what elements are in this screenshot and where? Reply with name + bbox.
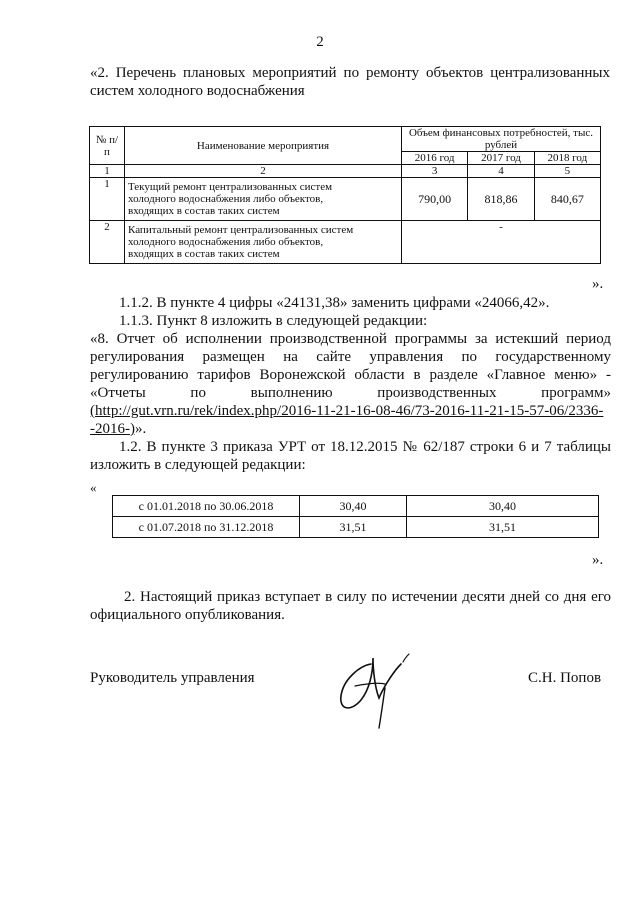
p8-link-line bbox=[90, 402, 611, 420]
row-name-line: Текущий ремонт централизованных систем bbox=[128, 181, 333, 193]
period-cell: с 01.01.2018 по 30.06.2018 bbox=[113, 496, 300, 517]
report-link-end[interactable]: -2016-) bbox=[90, 421, 135, 437]
index-cell: 2 bbox=[125, 165, 402, 178]
section-heading bbox=[90, 64, 610, 100]
table-row bbox=[90, 178, 601, 221]
row-name-line: холодного водоснабжения либо объектов, bbox=[128, 236, 324, 248]
table-row bbox=[113, 496, 599, 517]
year-2016: 2016 год bbox=[402, 152, 468, 165]
index-cell: 4 bbox=[468, 165, 534, 178]
handwritten-signature bbox=[325, 640, 435, 732]
p8-line: регулирования размещен на сайте управления по государственному bbox=[90, 349, 611, 365]
p8-line: «8. Отчет об исполнении производственной программы за истекший период bbox=[90, 331, 611, 347]
index-cell: 5 bbox=[534, 165, 600, 178]
signatory-name: С.Н. Попов bbox=[528, 670, 602, 686]
index-cell: 3 bbox=[402, 165, 468, 178]
row-name-line: входящих в состав таких систем bbox=[128, 248, 280, 260]
paragraph-1-1-3: 1.1.3. Пункт 8 изложить в следующей редакции: bbox=[119, 313, 428, 329]
table1-closing-quote: ». bbox=[592, 276, 604, 292]
p12-line: 1.2. В пункте 3 приказа УРТ от 18.12.2015 № 62/187 строки 6 и 7 таблицы bbox=[119, 439, 611, 455]
p12-line: изложить в следующей редакции: bbox=[90, 457, 306, 473]
clause-2-line: 2. Настоящий приказ вступает в силу по истечении десяти дней со дня его bbox=[124, 589, 611, 605]
paragraph-1-2 bbox=[90, 438, 611, 474]
year-2017: 2017 год bbox=[468, 152, 534, 165]
value-cell: 31,51 bbox=[407, 517, 599, 538]
value-cell: 30,40 bbox=[300, 496, 407, 517]
tariff-rows-table bbox=[112, 495, 599, 538]
heading-line-2: систем холодного водоснабжения bbox=[90, 83, 305, 99]
row-value-2017: 818,86 bbox=[468, 178, 534, 221]
row-dash: - bbox=[402, 221, 601, 264]
p8-line: «Отчеты по выполнению производственных программ» bbox=[90, 385, 611, 401]
row-value-2018: 840,67 bbox=[534, 178, 600, 221]
clause-2-line: официального опубликования. bbox=[90, 607, 285, 623]
paragraph-8 bbox=[90, 330, 611, 438]
p8-end: ». bbox=[135, 421, 147, 437]
year-2018: 2018 год bbox=[534, 152, 600, 165]
row-name-line: Капитальный ремонт централизованных систем bbox=[128, 224, 354, 236]
period-cell: с 01.07.2018 по 31.12.2018 bbox=[113, 517, 300, 538]
row-name-line: холодного водоснабжения либо объектов, bbox=[128, 193, 324, 205]
value-cell: 30,40 bbox=[407, 496, 599, 517]
value-cell: 31,51 bbox=[300, 517, 407, 538]
header-num: № п/п bbox=[90, 127, 125, 165]
signatory-position: Руководитель управления bbox=[90, 670, 255, 686]
table2-open-quote: « bbox=[90, 480, 97, 495]
heading-line-1: «2. Перечень плановых мероприятий по ремонту объектов централизованных bbox=[90, 65, 610, 81]
row-name bbox=[125, 178, 402, 221]
table-row bbox=[90, 221, 601, 264]
index-cell: 1 bbox=[90, 165, 125, 178]
page-number: 2 bbox=[316, 34, 324, 50]
table-header-row bbox=[90, 127, 601, 152]
row-name-line: входящих в состав таких систем bbox=[128, 205, 280, 217]
repair-measures-table bbox=[89, 126, 601, 264]
paragraph-1-1-2: 1.1.2. В пункте 4 цифры «24131,38» заменить цифрами «24066,42». bbox=[119, 295, 550, 311]
report-link[interactable]: (http://gut.vrn.ru/rek/index.php/2016-11-21-16-08-46/73-2016-11-21-15-57-06/2336- bbox=[90, 403, 604, 419]
header-volume: Объем финансовых потребностей, тыс. рублей bbox=[402, 127, 601, 152]
row-num: 1 bbox=[90, 178, 125, 221]
table-index-row bbox=[90, 165, 601, 178]
header-name: Наименование мероприятия bbox=[125, 127, 402, 165]
row-num: 2 bbox=[90, 221, 125, 264]
p8-last-line bbox=[90, 420, 611, 438]
table-row bbox=[113, 517, 599, 538]
table2-closing-quote: ». bbox=[592, 552, 604, 568]
row-name bbox=[125, 221, 402, 264]
clause-2 bbox=[90, 588, 611, 624]
p8-line: регулированию тарифов Воронежской области в разделе «Главное меню» - bbox=[90, 367, 611, 383]
row-value-2016: 790,00 bbox=[402, 178, 468, 221]
